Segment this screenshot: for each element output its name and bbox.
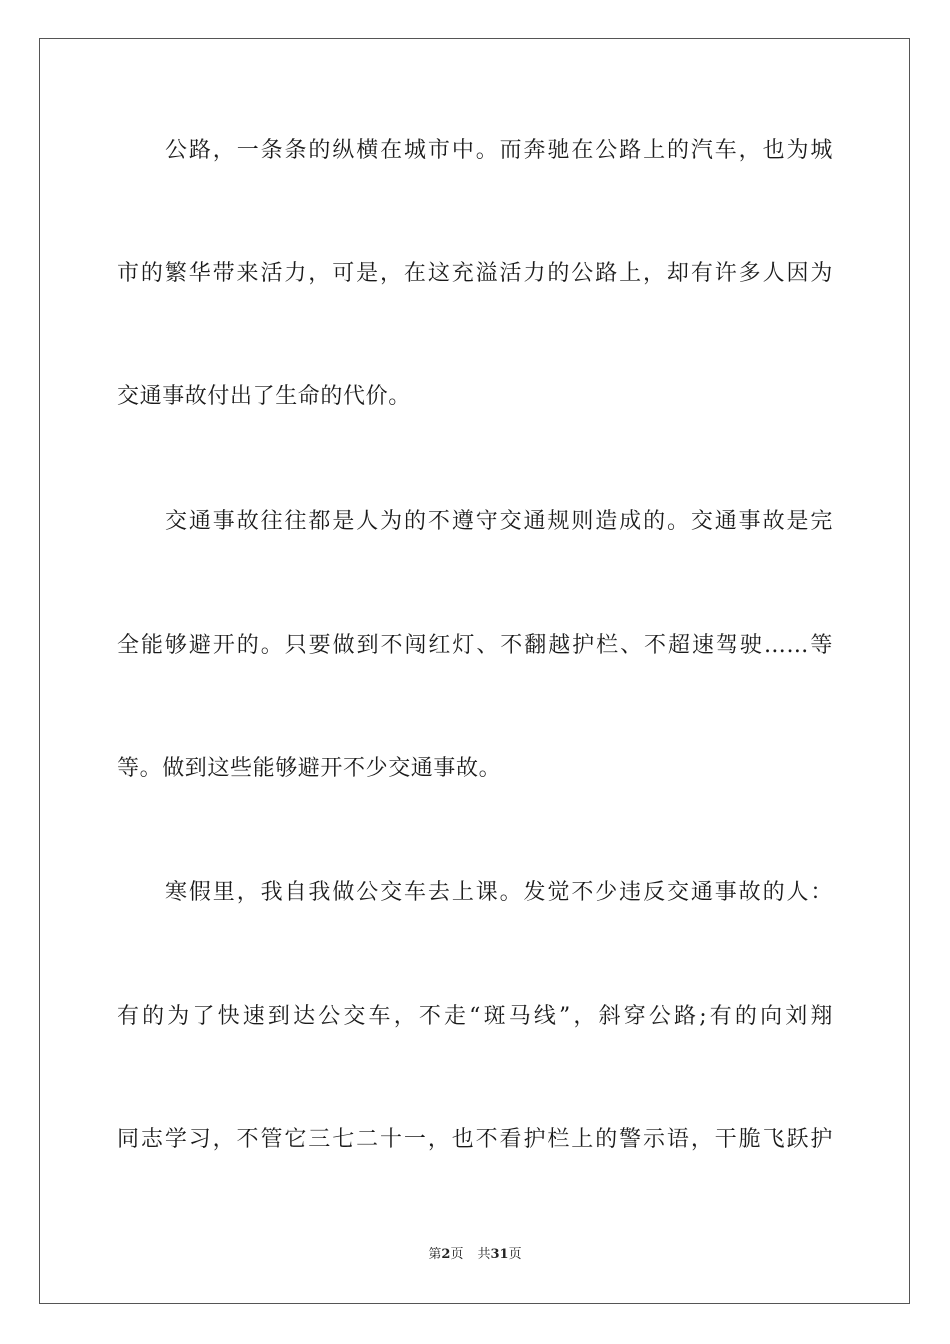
page-prefix: 第 xyxy=(428,1247,442,1262)
total-prefix: 共 xyxy=(477,1247,491,1262)
text-line: 同志学习，不管它三七二十一，也不看护栏上的警示语，干脆飞跃护 xyxy=(117,1127,833,1152)
page-border xyxy=(39,38,910,1304)
text-line: 有的为了快速到达公交车，不走“斑马线”，斜穿公路;有的向刘翔 xyxy=(117,1004,833,1029)
text-line: 市的繁华带来活力，可是，在这充溢活力的公路上，却有许多人因为 xyxy=(117,261,833,286)
current-page-number: 2 xyxy=(441,1247,451,1262)
total-suffix: 页 xyxy=(508,1247,522,1262)
text-line: 全能够避开的。只要做到不闯红灯、不翻越护栏、不超速驾驶……等 xyxy=(117,633,833,658)
text-line: 公路，一条条的纵横在城市中。而奔驰在公路上的汽车，也为城 xyxy=(165,138,833,163)
text-line: 交通事故付出了生命的代价。 xyxy=(117,384,411,409)
text-line: 等。做到这些能够避开不少交通事故。 xyxy=(117,756,502,781)
text-line: 寒假里，我自我做公交车去上课。发觉不少违反交通事故的人： xyxy=(165,880,833,905)
text-line: 交通事故往往都是人为的不遵守交通规则造成的。交通事故是完 xyxy=(165,509,833,534)
total-pages-number: 31 xyxy=(490,1247,509,1262)
page-suffix: 页 xyxy=(450,1247,464,1262)
page-footer xyxy=(0,1246,950,1264)
